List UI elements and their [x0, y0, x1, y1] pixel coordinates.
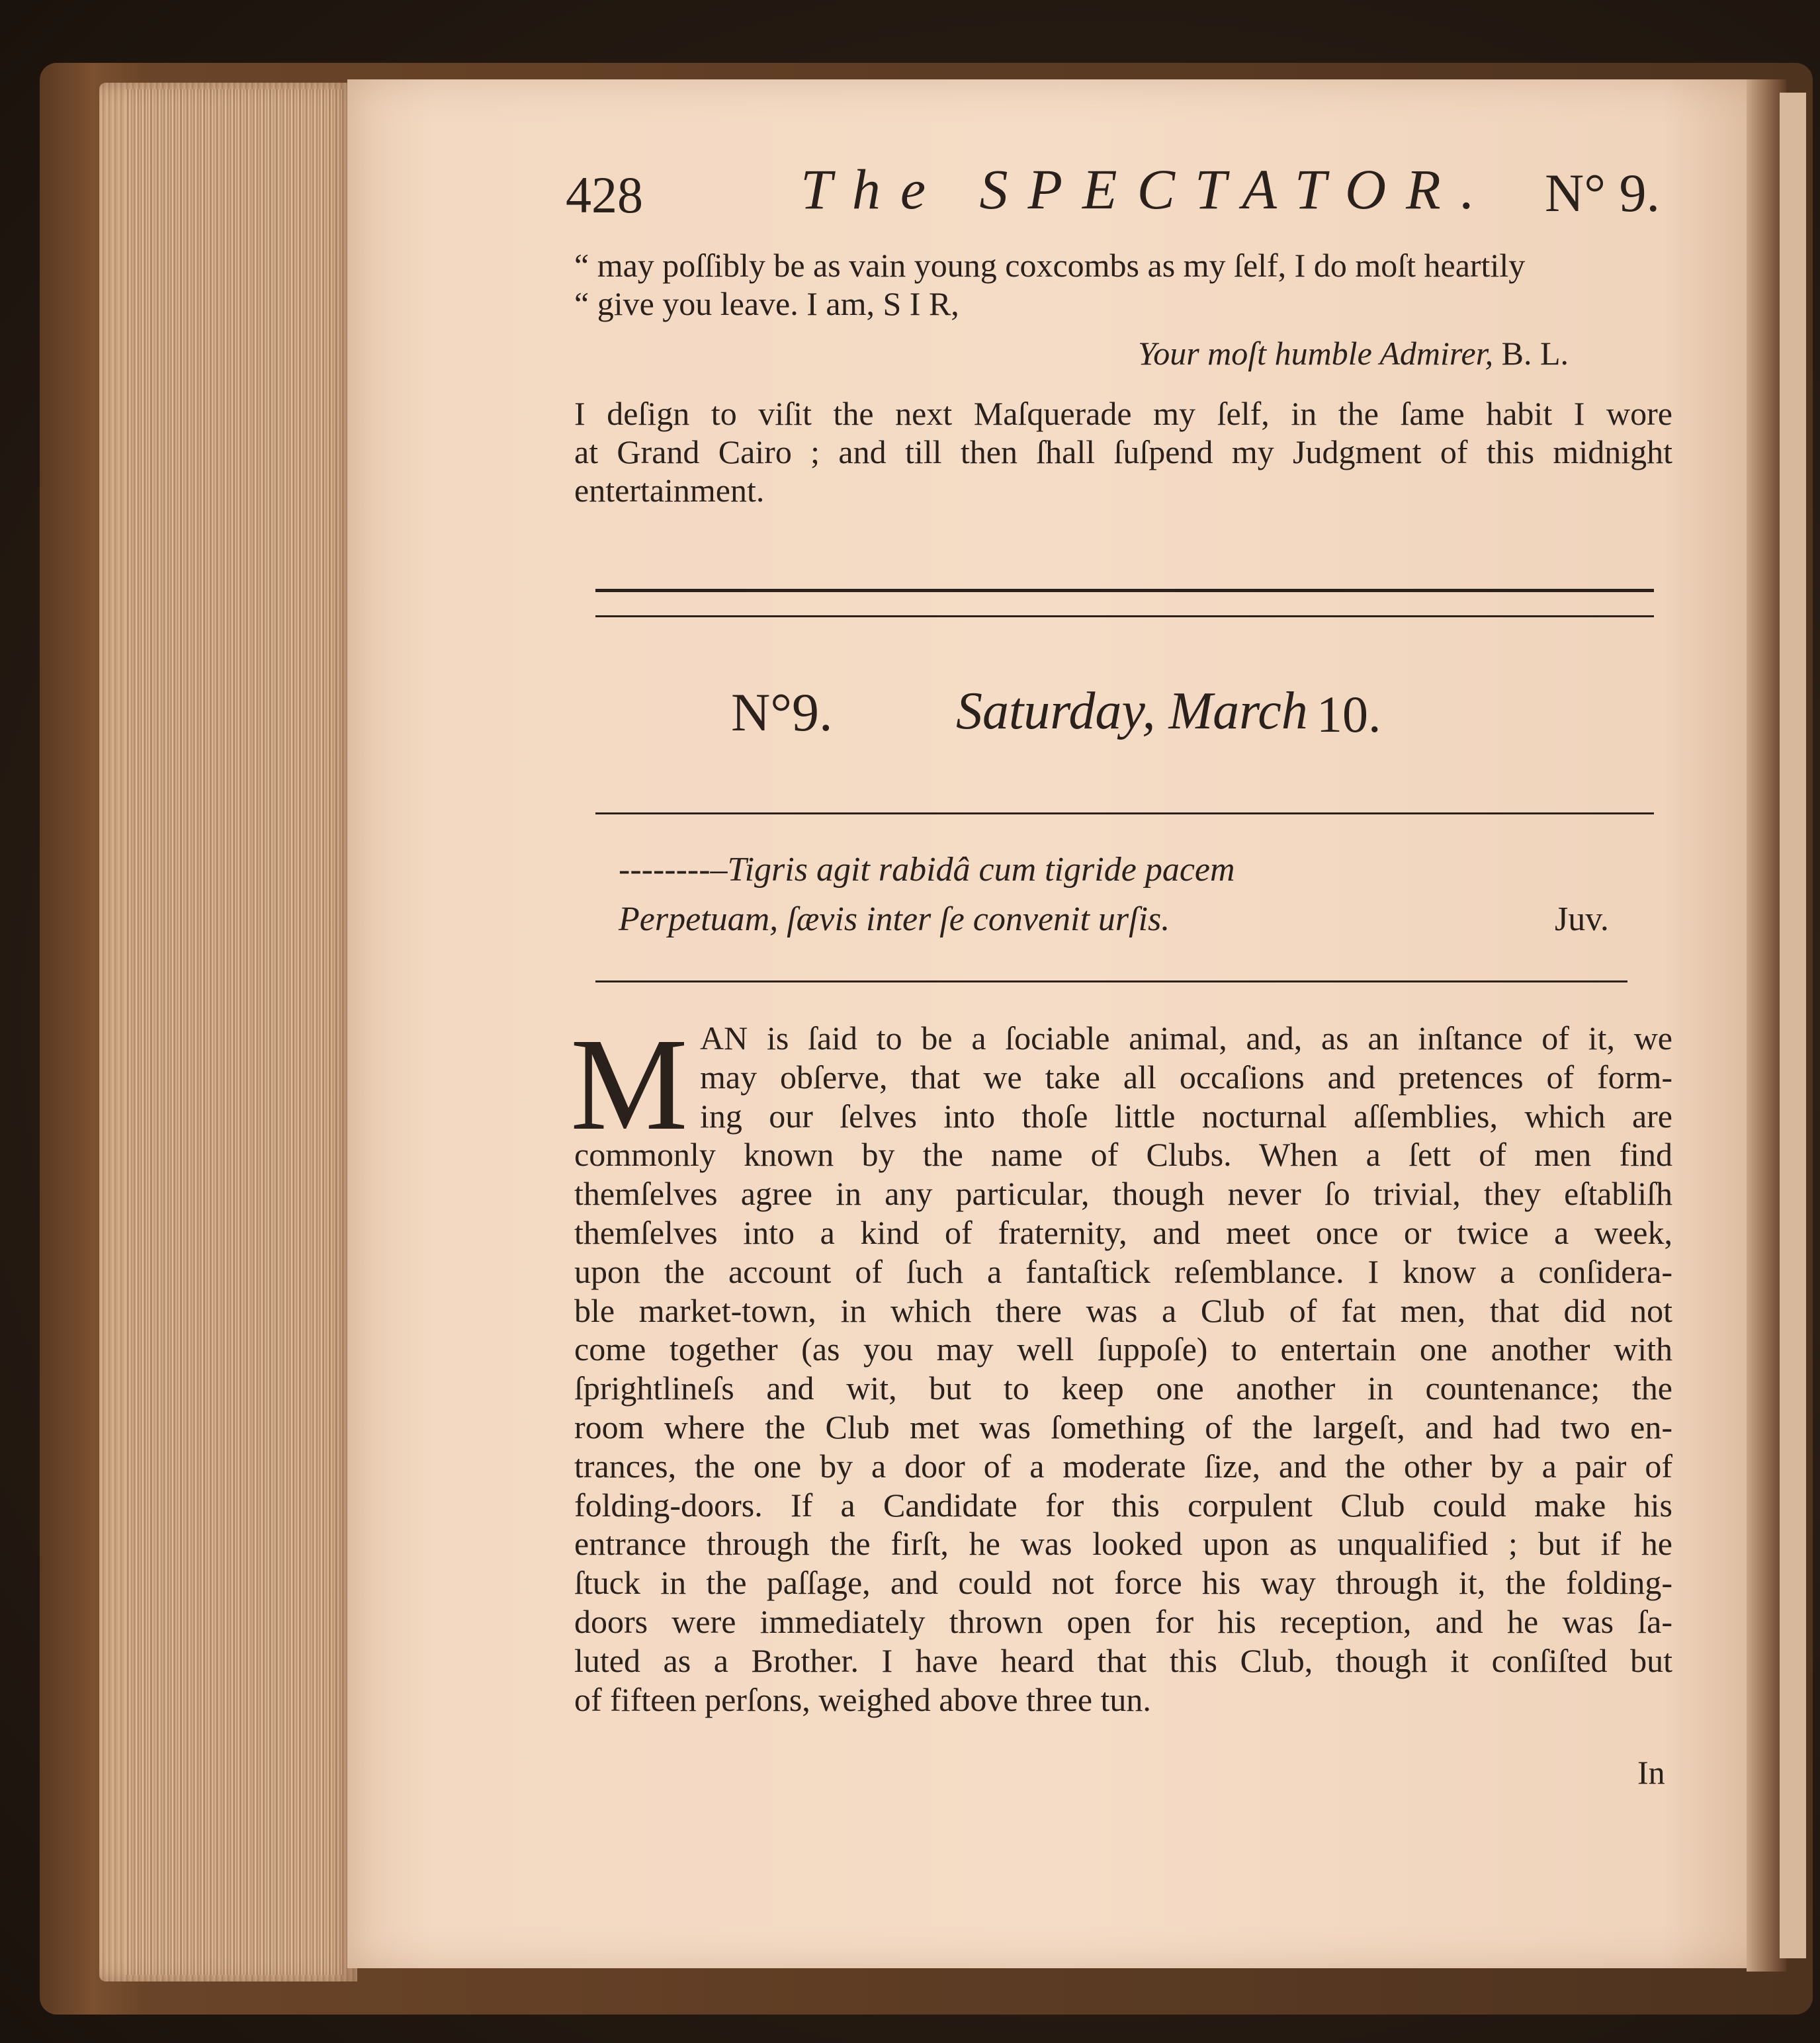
essay-line: may obſerve, that we take all occaſions and pretences of form- — [700, 1058, 1672, 1096]
letter-line: “ may poſſibly be as vain young coxcombs as my ſelf, I do moſt heartily — [574, 247, 1526, 284]
postscript-line: at Grand Cairo ; and till then ſhall ſuſpend my Judgment of this midnight — [574, 433, 1672, 470]
essay-line: trances, the one by a door of a moderate ſize, and the other by a pair of — [574, 1447, 1672, 1485]
letter-signature — [1138, 334, 1569, 372]
essay-line: themſelves into a kind of fraternity, and meet once or twice a week, — [574, 1213, 1672, 1251]
essay-body — [574, 1019, 1672, 1719]
issue-date: Saturday, March — [956, 682, 1308, 740]
essay-line: entrance through the firſt, he was looked upon as unqualified ; but if he — [574, 1525, 1672, 1563]
essay-line: commonly known by the name of Clubs. When a ſett of men find — [574, 1136, 1672, 1174]
essay-line: AN is ſaid to be a ſociable animal, and, as an inſtance of it, we — [700, 1020, 1672, 1057]
section-rule-thin — [595, 615, 1654, 617]
essay-line: themſelves agree in any particular, though never ſo trivial, they eſtabliſh — [574, 1175, 1672, 1213]
section-rule-thick — [595, 589, 1654, 592]
essay-line: of fifteen perſons, weighed above three tun. — [574, 1680, 1151, 1718]
signature-initials: B. L. — [1501, 335, 1569, 372]
issue-day: 10. — [1317, 685, 1381, 743]
issue-mark: N° 9. — [1545, 163, 1661, 223]
essay-line: ing our ſelves into thoſe little nocturnal aſſemblies, which are — [700, 1097, 1672, 1135]
postscript-paragraph — [574, 394, 1672, 509]
motto-source: Juv. — [1555, 900, 1609, 938]
postscript-line: entertainment. — [574, 472, 765, 509]
letter-line: “ give you leave. I am, S I R, — [574, 285, 959, 322]
motto-line: --------–Tigris agit rabidâ cum tigride pacem — [619, 851, 1235, 889]
motto-line: Perpetuam, ſævis inter ſe convenit urſis. — [619, 900, 1170, 938]
essay-line: ble market-town, in which there was a Club of fat men, that did not — [574, 1291, 1672, 1329]
postscript-line: I deſign to viſit the next Maſquerade my ſelf, in the ſame habit I wore — [574, 395, 1672, 432]
essay-line: doors were immediately thrown open for his reception, and he was ſa- — [574, 1602, 1672, 1640]
page-edges-texture — [126, 89, 344, 1975]
motto-rule — [595, 980, 1627, 982]
page-number: 428 — [566, 166, 643, 224]
facing-page-edge — [1780, 93, 1806, 1958]
drop-cap: M — [570, 1012, 688, 1158]
essay-line: room where the Club met was ſomething of the largeſt, and had two en- — [574, 1408, 1672, 1446]
signature-closing: Your moſt humble Admirer, — [1138, 335, 1494, 372]
essay-line: luted as a Brother. I have heard that this Club, though it conſiſted but — [574, 1641, 1672, 1679]
essay-line: folding-doors. If a Candidate for this corpulent Club could make his — [574, 1486, 1672, 1524]
issue-number: N°9. — [731, 682, 833, 742]
essay-line: ſprightlineſs and wit, but to keep one another in countenance; the — [574, 1369, 1672, 1407]
running-title: The SPECTATOR. — [801, 157, 1495, 221]
essay-line: come together (as you may well ſuppoſe) to entertain one another with — [574, 1330, 1672, 1368]
catchword: In — [1637, 1754, 1665, 1791]
essay-line: ſtuck in the paſſage, and could not force his way through it, the folding- — [574, 1564, 1672, 1602]
essay-line: upon the account of ſuch a fantaſtick reſemblance. I know a conſidera- — [574, 1252, 1672, 1290]
heading-rule — [595, 812, 1654, 814]
